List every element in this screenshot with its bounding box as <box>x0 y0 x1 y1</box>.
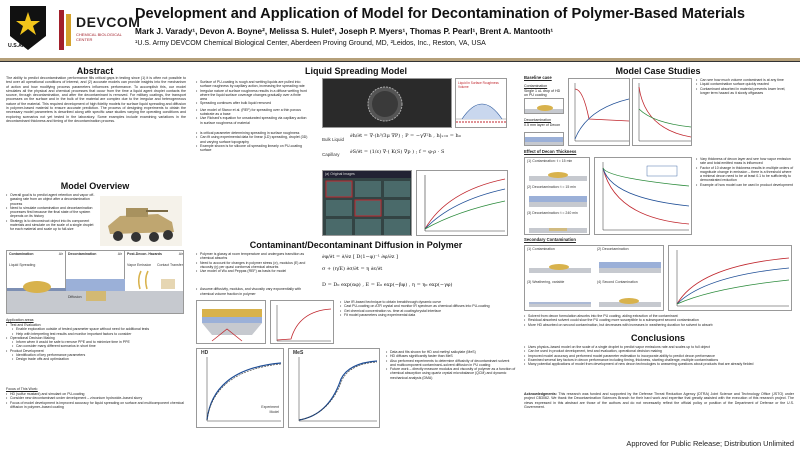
stage-air-label: Air <box>117 252 122 256</box>
liquid-spreading-bullets <box>196 80 308 152</box>
poster-affiliation: ¹U.S. Army DEVCOM Chemical Biological Center, Aberdeen Proving Ground, MD, ²Leidos, Inc., Reston, VA, USA <box>135 40 486 47</box>
app-bullet: • Design trade offs and optimization <box>12 357 184 361</box>
secondary-label: (2) Decontamination <box>597 247 629 251</box>
atr-bullet: • Cast PU-coating on ATR crystal and monitor IR spectrum as chemical diffuses into PU-coating <box>340 304 516 308</box>
thickness-label: (2) Decontamination: t = 15 min <box>527 185 576 189</box>
focus-bullet: • HD (sulfur mustard) and simulant on PU-coating <box>6 392 186 396</box>
diffusion-bullet: • Assume diffusivity, modulus, and viscosity vary exponentially with chemical volume fraction in polymer <box>196 287 308 296</box>
thickness-title: Effect of Decon Thickness <box>524 149 577 154</box>
baseline-bullet: • Can see how much volume contaminant is at any time <box>696 78 794 82</box>
secondary-plot <box>668 245 792 311</box>
hd-plot-title: HD <box>201 350 209 356</box>
spreading-bullet: • is critical parameter determining spreading in surface roughness <box>196 131 308 135</box>
focus-list <box>6 392 186 409</box>
diffusion-bullet: • Polymer is glassy at room temperature and undergoes transition as chemical absorbs <box>196 252 308 261</box>
spreading-bullet: • Use Richard's equation for unsaturated spreading via capillary action in surface roughness of material <box>196 116 308 125</box>
app-bullet: • Identification of key performance parameters <box>12 353 184 357</box>
thickness-bullets <box>696 157 794 187</box>
overview-bullet: • Need to simulate contamination and decontamination processes first because the final state of the system depends on its history <box>6 206 98 219</box>
stage-caption: Liquid Spreading <box>9 263 36 267</box>
baseline-bullet: • Contaminant absorbed in material prevents lower level, longer term hazard as it slowly offgasses <box>696 87 794 96</box>
bulk-equation: ∂h/∂t = ∇·(h³/3μ ∇P) ; P = −γ∇²h , h|ₓ₌₀ = h₀ <box>350 133 461 139</box>
atr-bullet: • Fit model parameters using experimental data <box>340 313 516 317</box>
mes-plot-title: MeS <box>293 350 304 356</box>
focus-title: Focus of This Work: <box>6 387 38 391</box>
focus-bullet: • Consider new decontaminant under development – zirconium hydroxide–based slurry <box>6 396 186 400</box>
spreading-plot <box>416 170 508 236</box>
us-army-logo <box>6 4 50 54</box>
baseline-contam-diagram <box>524 98 564 114</box>
diffusion-result-bullet: • Also performed experiments to determine diffusivity of decontaminant solvent and multicomponent contaminant–solvent diffusion in PU coating <box>386 359 516 368</box>
devcom-subtitle: CHEMICAL BIOLOGICAL CENTER <box>76 32 122 42</box>
bulk-liquid-label: Bulk Liquid <box>322 137 345 142</box>
secondary-bullet: • Solvent from decon formulation absorbs into the PU coating, aiding extraction of the contaminant <box>524 314 794 318</box>
acknowledgments <box>524 392 794 409</box>
abstract-text: The ability to predict decontamination performance fills critical gaps in testing since (1) it is often not possible to test over all operational conditions of interest, and (2) accurate models can provide insights into the mechanism of action and how modifying process parameters influences performance. To accomplish this, our model simulates all the physical and chemical processes that occur from the time a liquid agent droplet contacts the source, through decontamination, and after the decontaminant is removed. For military coatings, the transport processes on the surface and in the bulk of the material are complex due to the irregular and heterogeneous nature of the material. This required development of high fidelity models for surface liquid spreading and diffusion in polymer-based material to ensure accurate prediction. The process of designing experiments to obtain the necessary model parameters is described along with specific case studies varying the operating conditions and exploring scenarios not yet tested in the laboratory. Some examples include examining variations in the decontaminant thickness and timing of the decontamination process. <box>6 76 186 123</box>
diffusion-equation-1: ∂φ/∂t = ∂/∂z [ D(1−φ)⁻¹ ∂φ/∂z ] <box>322 254 398 260</box>
secondary-label: (4) Second Contamination <box>597 280 638 284</box>
header-rule-dark <box>0 61 800 62</box>
diffusion-result-bullet: • Future work – directly measure modulus and viscosity of polymer as a function of chemical absorption using quartz crystal microbalance (QCM) and dynamic mechanical analysis (DMA) <box>386 367 516 380</box>
diffusion-title: Contaminant/Decontaminant Diffusion in Polymer <box>249 240 463 250</box>
army-text: U.S.ARMY <box>8 43 34 49</box>
thickness-bullet: • Example of how model can be used in product development <box>696 183 794 187</box>
atr-bullets <box>340 300 516 317</box>
baseline-plot-2 <box>632 78 692 146</box>
spreading-bullet: • Surface of PU-coating is rough and wetting liquids are pulled into surface roughness by capillary action, increasing the spreading rate <box>196 80 308 89</box>
stage-label: Contamination <box>9 252 34 256</box>
stage-post-decon <box>125 251 184 314</box>
overview-bullet: • Overall goal is to predict agent retention and vapor off-gassing rate from an object after a decontamination process <box>6 193 98 206</box>
stage-caption: Diffusion <box>68 295 82 299</box>
secondary-bullets <box>524 314 794 327</box>
capillary-label: Capillary <box>322 152 340 157</box>
app-bullet: • Inform when it would be safe to remove PPE and to minimize time in PPE <box>12 340 184 344</box>
secondary-label: (3) Weathering, variable <box>527 280 565 284</box>
conclusion-bullet: • Can be used in product development, test and evaluation, operational decision making <box>524 349 794 353</box>
baseline-item: Single 1 uL drop of HD on PU coating <box>524 89 561 98</box>
baseline-plot-1 <box>568 78 630 146</box>
stage-contamination <box>7 251 66 314</box>
application-areas-list <box>6 323 184 362</box>
conclusion-bullet: • Many potential applications of model from development of new decon technologies to answering questions about products that are already fielded <box>524 362 794 366</box>
secondary-title: Secondary Contamination <box>524 237 576 242</box>
thickness-bullet: • Factor of 10 change in thickness results in multiple orders of magnitude change in emission – there is a threshold where a minimal decon need to be at least 0.1 to be sufficiently to demonstrated reduction <box>696 166 794 183</box>
distribution-statement: Approved for Public Release; Distribution Unlimited <box>626 439 794 448</box>
capillary-equation: ∂S/∂t = (1/ε) ∇·( K(S) ∇p ) ; f = φ·ρ · S <box>350 149 445 155</box>
spreading-bullet: • Use model of Starov et al. (REF) for spreading over a thin porous substrate as a base <box>196 108 308 117</box>
diffusion-bullet: • Use model of Wu and Peppas (REF) as basis for model <box>196 269 308 273</box>
diffusion-bullets <box>196 252 308 296</box>
app-bullet: • Operational Decision Making <box>6 336 184 340</box>
baseline-bullets <box>696 78 794 95</box>
spreading-image-grid <box>322 170 412 236</box>
stage-air-label: Air <box>58 252 63 256</box>
app-bullet: • Test and Evaluation <box>6 323 184 327</box>
stage-caption: Contact Transfer <box>157 263 183 267</box>
app-bullet: • Can consider many different scenarios in short time <box>12 344 184 348</box>
atr-bullet: • Use IR-based technique to obtain breakthrough dynamic curve <box>340 300 516 304</box>
conclusion-bullet: • Improved model accuracy and performed model parameter estimation to incorporate ability to predict decon performance <box>524 354 794 358</box>
secondary-label: (1) Contamination <box>527 247 555 251</box>
diffusion-bullet: • Need to account for changes in polymer stress (σ), modulus (E) and viscosity (η) per quasi conformal chemical absorbs <box>196 261 308 270</box>
model-overview-title: Model Overview <box>60 181 130 191</box>
stage-diagram <box>6 250 184 314</box>
baseline-item: Decontamination <box>524 118 551 122</box>
baseline-bullet: • Liquid contamination surface quickly reacted <box>696 82 794 86</box>
diffusion-results-bullets <box>386 350 516 380</box>
atr-breakthrough-plot <box>270 300 334 344</box>
stage-decontamination <box>66 251 125 314</box>
secondary-diagram <box>524 245 664 311</box>
spreading-bullet: • Can fit using experimental data for linear (LD) spreading, droplet (3D) and varying surface topography <box>196 135 308 144</box>
stage-caption: Vapor Emission <box>127 263 152 267</box>
app-bullet: • Help with interpreting test results and monitor important factors to consider <box>12 332 184 336</box>
poster-authors: Mark J. Varady¹, Devon A. Boyne², Melissa S. Hulet², Joseph P. Myers¹, Thomas P. Pearl¹, Brent A. Mantooth¹ <box>135 27 554 36</box>
diffusion-result-bullet: • HD diffuses significantly faster than MeS <box>386 354 516 358</box>
app-bullet: • Enable exploration outside of tested parameter space without need for additional tests <box>12 327 184 331</box>
baseline-decon-diagram <box>524 132 564 146</box>
spreading-bullet: • Irregular nature of surface roughness results in a diffuse wetting front where the liquid surface coverage changes gradually over a finite area <box>196 89 308 102</box>
focus-bullet: • Focus of model development is improved accuracy for liquid spreading on surface and multicomponent chemical diffusion in polymer–based coating <box>6 401 186 410</box>
hd-legend-experiment: Experiment <box>261 405 279 409</box>
conclusions-bullets <box>524 345 794 366</box>
overview-bullet: • Strategy is to deconstruct object into its component materials and simulate on the scale of a single droplet for each material and scale up to full-size <box>6 219 98 232</box>
thickness-plot <box>594 157 692 235</box>
spreading-schematic <box>455 78 507 128</box>
poster-title: Development and Application of Model for Decontamination of Polymer-Based Materials <box>135 6 746 22</box>
atr-setup-diagram <box>196 300 266 344</box>
stage-label: Decontamination <box>68 252 97 256</box>
app-bullet: • Product Development <box>6 349 184 353</box>
spreading-bullet: • Example shown is for silicone oil spreading linearly on PU-coating surface <box>196 144 308 153</box>
model-overview-bullets <box>6 193 98 232</box>
vehicle-image <box>100 196 182 246</box>
spreading-chart-title: (a) Original Images <box>325 172 355 176</box>
secondary-bullet: • Residual absorbed solvent could slow the PU coating more susceptible to a subsequent second contamination <box>524 318 794 322</box>
spreading-legend: Liquid in Surface Roughness Volume <box>458 81 499 89</box>
thickness-bullet: • Vary thickness of decon layer and see how vapor emission rate and total emitted mass is influenced <box>696 157 794 166</box>
stage-label: Post-Decon. Hazards <box>127 252 163 256</box>
case-studies-title: Model Case Studies <box>615 66 701 76</box>
droplet-image <box>322 78 452 128</box>
thickness-label: (3) Decontamination: t = 240 min <box>527 211 578 215</box>
mes-plot <box>288 348 380 428</box>
ack-text: This research was funded and supported by the Defense Threat Reduction Agency (DTRA) Joint Science and Technology Office (JSTO) under project CB3062. We thank the Decontamination Sciences Branch for their hard work and expertise that greatly assisted with the execution of this research project. The views expressed in this abstract are those of the authors and do not necessarily reflect the official policy or position of the Department of Defense or the U.S. Government. <box>524 392 795 409</box>
abstract-title: Abstract <box>76 66 114 76</box>
hd-plot <box>196 348 284 428</box>
atr-bullet: • Get chemical concentration vs. time at coating/crystal interface <box>340 309 516 313</box>
devcom-wordmark: DEVCOM <box>76 14 141 30</box>
conclusion-bullet: • Uses physics–based model on the scale of a single droplet to predict vapor emissions rate and scales up to full object <box>524 345 794 349</box>
thickness-label: (1) Contamination: t = 15 min <box>527 159 573 163</box>
ack-title: Acknowledgments: <box>524 392 557 396</box>
application-areas-title: Application areas <box>6 318 34 322</box>
baseline-item: Contamination <box>524 84 548 88</box>
thickness-diagram <box>524 157 590 235</box>
hd-legend-model: Model <box>269 410 279 414</box>
secondary-bullet: • More HD absorbed on second contamination, but decreases with increases in weathering duration for solvent to absorb <box>524 323 794 327</box>
liquid-spreading-title: Liquid Spreading Model <box>305 66 407 76</box>
conclusions-title: Conclusions <box>630 333 685 343</box>
devcom-logo <box>58 6 141 54</box>
diffusion-equation-3: D = D₀ exp(αφ) , E = E₀ exp(−βφ) , η = η₀ exp(−γφ) <box>322 282 453 288</box>
diffusion-equation-2: σ + (η/E) ∂σ/∂t = η ∂ε/∂t <box>322 266 383 272</box>
baseline-title: Baseline case <box>524 75 552 80</box>
baseline-item: 0.5 mm layer of Decon <box>524 123 561 127</box>
stage-air-label: Air <box>178 252 183 256</box>
conclusion-bullet: • Examined several key factors in decon performance including timing, thickness, starting challenge, multiple contaminations <box>524 358 794 362</box>
spreading-bullet: • Spreading continues after bulk liquid removed <box>196 101 308 105</box>
diffusion-result-bullet: • Data and fits shown for HD and methyl salicylate (MeS) <box>386 350 516 354</box>
